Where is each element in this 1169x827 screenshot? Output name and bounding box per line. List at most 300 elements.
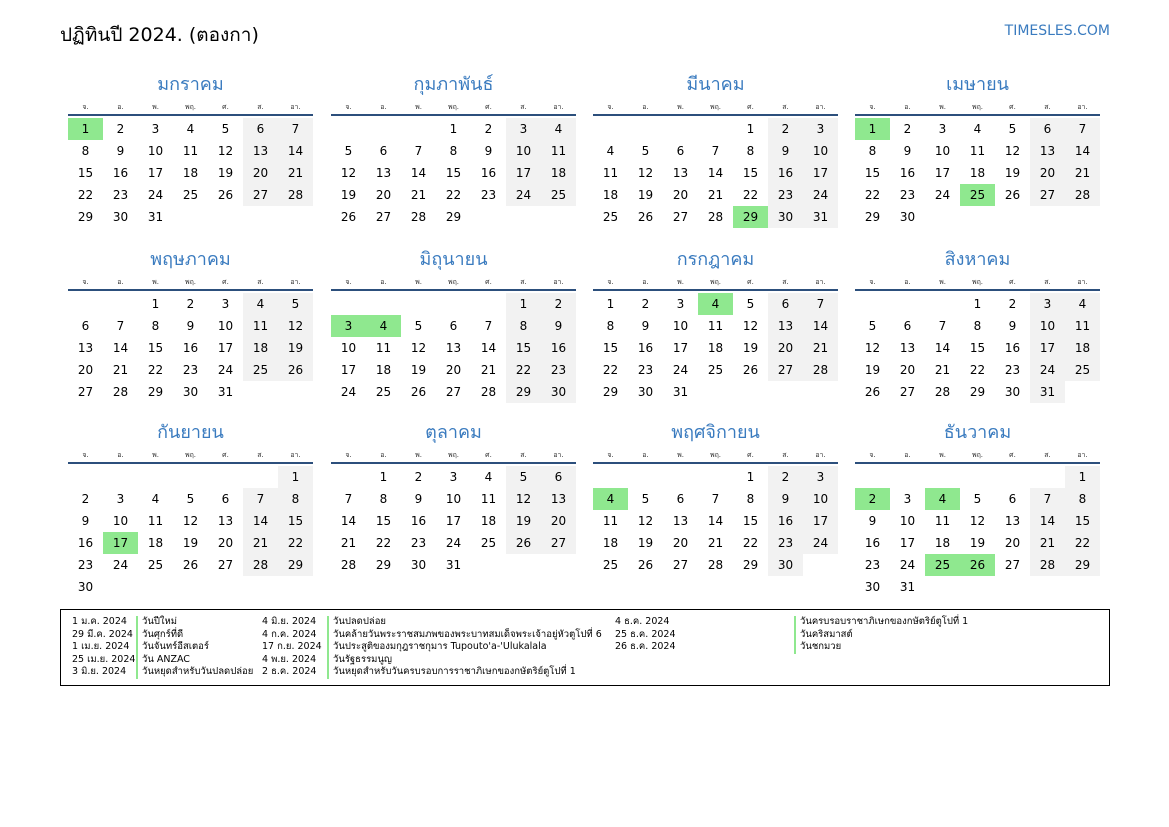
day-cell: 20 [77, 363, 94, 377]
day-cell: 6 [768, 293, 803, 315]
empty-cell [331, 118, 366, 140]
day-cell: 7 [711, 492, 720, 506]
day-cell: 7 [116, 319, 125, 333]
day-cell: 22 [375, 536, 392, 550]
day-cell: 19 [182, 536, 199, 550]
day-cell: 31 [147, 210, 164, 224]
day-cell: 26 [742, 363, 759, 377]
day-cell: 25 [375, 385, 392, 399]
empty-cell [925, 293, 960, 315]
weekday-label: พฤ. [971, 103, 984, 111]
day-cell: 12 [969, 514, 986, 528]
day-cell: 10 [1030, 315, 1065, 337]
weekday-label: ศ. [485, 451, 492, 459]
day-cell: 20 [768, 337, 803, 359]
day-cell: 17 [899, 536, 916, 550]
day-cell: 18 [147, 536, 164, 550]
day-cell: 22 [742, 536, 759, 550]
day-cell: 12 [182, 514, 199, 528]
day-cell: 11 [602, 166, 619, 180]
holiday-cell: 1 [855, 118, 890, 140]
month-9 [68, 418, 313, 598]
day-cell: 16 [410, 514, 427, 528]
day-cell: 1 [278, 466, 313, 488]
legend-holiday-name: วันปลดปล่อย [327, 616, 602, 629]
day-cell: 2 [81, 492, 90, 506]
day-cell: 9 [484, 144, 493, 158]
day-cell: 4 [606, 144, 615, 158]
day-cell: 13 [672, 514, 689, 528]
day-cell: 7 [484, 319, 493, 333]
day-cell: 4 [973, 122, 982, 136]
day-grid [855, 466, 1100, 598]
legend-name-column [794, 616, 968, 654]
day-cell: 8 [868, 144, 877, 158]
weekday-label: จ. [869, 103, 876, 111]
day-cell: 28 [243, 554, 278, 576]
day-cell: 28 [707, 558, 724, 572]
day-cell: 3 [151, 122, 160, 136]
empty-cell [366, 118, 401, 140]
day-cell: 9 [768, 140, 803, 162]
legend-holiday-name: วันรัฐธรรมนูญ [327, 654, 602, 667]
day-cell: 12 [742, 319, 759, 333]
day-cell: 22 [77, 188, 94, 202]
month-5 [68, 245, 313, 403]
month-name: กันยายน [157, 422, 224, 443]
day-cell: 14 [1065, 140, 1100, 162]
day-cell: 14 [707, 514, 724, 528]
weekday-header [331, 100, 576, 116]
day-cell: 8 [1065, 488, 1100, 510]
holiday-cell: 4 [698, 293, 733, 315]
day-cell: 18 [1065, 337, 1100, 359]
day-cell: 21 [112, 363, 129, 377]
weekday-label: พ. [677, 103, 684, 111]
day-grid [331, 118, 576, 228]
day-cell: 2 [116, 122, 125, 136]
weekday-label: จ. [82, 103, 89, 111]
day-cell: 27 [672, 558, 689, 572]
day-cell: 2 [484, 122, 493, 136]
day-cell: 18 [602, 536, 619, 550]
day-cell: 27 [1030, 184, 1065, 206]
legend-date-column [262, 616, 322, 679]
weekday-label: อ. [642, 278, 649, 286]
month-name: สิงหาคม [944, 249, 1011, 270]
day-cell: 24 [147, 188, 164, 202]
weekday-label: จ. [869, 451, 876, 459]
day-cell: 8 [973, 319, 982, 333]
day-cell: 28 [480, 385, 497, 399]
day-cell: 9 [541, 315, 576, 337]
day-cell: 12 [864, 341, 881, 355]
month-1 [68, 70, 313, 228]
day-cell: 6 [903, 319, 912, 333]
month-11 [593, 418, 838, 576]
day-cell: 16 [768, 510, 803, 532]
day-cell: 2 [541, 293, 576, 315]
day-cell: 16 [182, 341, 199, 355]
legend-date: 1 เม.ย. 2024 [72, 641, 130, 652]
day-cell: 7 [1030, 488, 1065, 510]
day-cell: 21 [410, 188, 427, 202]
weekday-label: พฤ. [184, 451, 197, 459]
weekday-label: พ. [415, 451, 422, 459]
empty-cell [68, 466, 103, 488]
day-cell: 17 [803, 510, 838, 532]
weekday-header [68, 100, 313, 116]
day-cell: 20 [217, 536, 234, 550]
weekday-label: อา. [553, 451, 564, 459]
day-cell: 13 [1030, 140, 1065, 162]
day-cell: 21 [707, 536, 724, 550]
month-name: เมษายน [946, 74, 1009, 95]
day-cell: 27 [1004, 558, 1021, 572]
day-cell: 11 [182, 144, 199, 158]
day-cell: 5 [186, 492, 195, 506]
holiday-cell: 17 [103, 532, 138, 554]
day-cell: 21 [934, 363, 951, 377]
day-cell: 3 [803, 118, 838, 140]
day-grid [331, 466, 576, 576]
day-cell: 28 [934, 385, 951, 399]
empty-cell [401, 118, 436, 140]
weekday-label: อ. [380, 278, 387, 286]
day-cell: 23 [768, 184, 803, 206]
month-7 [593, 245, 838, 403]
legend-date: 3 มิ.ย. 2024 [72, 666, 127, 677]
weekday-label: ศ. [222, 451, 229, 459]
brand-link[interactable]: TIMESLES.COM [1004, 23, 1110, 39]
day-cell: 12 [217, 144, 234, 158]
day-grid [593, 466, 838, 576]
day-cell: 29 [375, 558, 392, 572]
day-cell: 5 [641, 492, 650, 506]
day-cell: 10 [672, 319, 689, 333]
empty-cell [173, 466, 208, 488]
month-name: พฤษภาคม [150, 249, 231, 270]
legend-holiday-name: วันคล้ายวันพระราชสมภพของพระบาทสมเด็จพระเจ้าอยู่หัวตูโปที่ 6 [327, 629, 602, 642]
holiday-cell: 4 [925, 488, 960, 510]
weekday-label: ศ. [747, 278, 754, 286]
day-cell: 2 [768, 118, 803, 140]
day-cell: 25 [602, 210, 619, 224]
day-cell: 18 [182, 166, 199, 180]
weekday-label: ส. [1044, 451, 1051, 459]
day-cell: 8 [746, 492, 755, 506]
day-cell: 21 [707, 188, 724, 202]
day-cell: 21 [1065, 162, 1100, 184]
day-cell: 27 [375, 210, 392, 224]
weekday-label: จ. [345, 451, 352, 459]
empty-cell [628, 118, 663, 140]
weekday-label: อ. [642, 103, 649, 111]
day-cell: 8 [278, 488, 313, 510]
weekday-label: อ. [380, 451, 387, 459]
legend-holiday-name: วันปีใหม่ [136, 616, 253, 629]
day-cell: 31 [1030, 381, 1065, 403]
day-cell: 26 [182, 558, 199, 572]
day-cell: 24 [934, 188, 951, 202]
day-cell: 6 [221, 492, 230, 506]
day-cell: 15 [602, 341, 619, 355]
empty-cell [855, 293, 890, 315]
day-cell: 17 [147, 166, 164, 180]
day-cell: 13 [445, 341, 462, 355]
legend-date: 26 ธ.ค. 2024 [615, 641, 676, 652]
day-cell: 19 [340, 188, 357, 202]
day-cell: 18 [969, 166, 986, 180]
day-cell: 4 [1065, 293, 1100, 315]
day-cell: 8 [449, 144, 458, 158]
day-cell: 15 [742, 514, 759, 528]
day-cell: 20 [243, 162, 278, 184]
day-cell: 10 [147, 144, 164, 158]
day-cell: 7 [1065, 118, 1100, 140]
weekday-label: อา. [1077, 451, 1088, 459]
day-cell: 24 [672, 363, 689, 377]
day-cell: 15 [742, 166, 759, 180]
weekday-label: พ. [415, 278, 422, 286]
empty-cell [401, 293, 436, 315]
empty-cell [436, 293, 471, 315]
day-cell: 25 [1065, 359, 1100, 381]
legend-date-column [615, 616, 676, 654]
day-cell: 24 [803, 184, 838, 206]
holiday-cell: 3 [331, 315, 366, 337]
day-cell: 20 [541, 510, 576, 532]
day-cell: 26 [637, 558, 654, 572]
day-cell: 22 [969, 363, 986, 377]
legend-date: 4 ก.ค. 2024 [262, 628, 317, 640]
weekday-label: พฤ. [184, 278, 197, 286]
day-cell: 31 [217, 385, 234, 399]
day-cell: 18 [707, 341, 724, 355]
day-cell: 24 [506, 184, 541, 206]
empty-cell [68, 293, 103, 315]
day-cell: 22 [602, 363, 619, 377]
day-cell: 25 [602, 558, 619, 572]
day-cell: 23 [112, 188, 129, 202]
weekday-label: พ. [677, 451, 684, 459]
weekday-label: ส. [782, 103, 789, 111]
empty-cell [103, 293, 138, 315]
empty-cell [855, 466, 890, 488]
weekday-label: พ. [677, 278, 684, 286]
day-cell: 17 [934, 166, 951, 180]
day-cell: 2 [903, 122, 912, 136]
day-cell: 17 [506, 162, 541, 184]
day-cell: 12 [278, 315, 313, 337]
day-cell: 1 [746, 470, 755, 484]
day-cell: 30 [1004, 385, 1021, 399]
day-cell: 1 [449, 122, 458, 136]
day-grid [593, 118, 838, 228]
day-cell: 19 [506, 510, 541, 532]
day-cell: 22 [278, 532, 313, 554]
day-cell: 27 [899, 385, 916, 399]
day-cell: 29 [147, 385, 164, 399]
weekday-label: จ. [607, 278, 614, 286]
day-cell: 27 [77, 385, 94, 399]
weekday-label: พ. [152, 451, 159, 459]
day-cell: 22 [506, 359, 541, 381]
weekday-label: ศ. [222, 103, 229, 111]
day-cell: 10 [506, 140, 541, 162]
day-cell: 26 [340, 210, 357, 224]
legend-date: 17 ก.ย. 2024 [262, 641, 322, 652]
day-cell: 11 [480, 492, 497, 506]
day-cell: 1 [606, 297, 615, 311]
empty-cell [331, 293, 366, 315]
month-8 [855, 245, 1100, 403]
day-cell: 5 [973, 492, 982, 506]
weekday-label: ศ. [747, 451, 754, 459]
day-cell: 29 [602, 385, 619, 399]
day-cell: 6 [1008, 492, 1017, 506]
day-cell: 31 [899, 580, 916, 594]
day-cell: 19 [637, 536, 654, 550]
day-cell: 29 [742, 558, 759, 572]
empty-cell [331, 466, 366, 488]
day-cell: 29 [506, 381, 541, 403]
weekday-label: จ. [869, 278, 876, 286]
legend-holiday-name: วันหยุดสำหรับวันปลดปล่อย [136, 666, 253, 679]
day-cell: 23 [410, 536, 427, 550]
day-cell: 13 [541, 488, 576, 510]
month-2 [331, 70, 576, 228]
day-cell: 26 [864, 385, 881, 399]
day-cell: 27 [672, 210, 689, 224]
weekday-label: พฤ. [709, 103, 722, 111]
day-cell: 27 [217, 558, 234, 572]
weekday-label: ส. [257, 103, 264, 111]
day-cell: 8 [606, 319, 615, 333]
day-cell: 5 [414, 319, 423, 333]
day-cell: 27 [445, 385, 462, 399]
day-grid [68, 118, 313, 228]
day-cell: 12 [637, 514, 654, 528]
day-cell: 2 [768, 466, 803, 488]
day-cell: 8 [746, 144, 755, 158]
legend-date: 29 มี.ค. 2024 [72, 628, 133, 640]
day-cell: 10 [934, 144, 951, 158]
weekday-label: อา. [290, 451, 301, 459]
day-cell: 28 [1030, 554, 1065, 576]
weekday-label: อา. [290, 103, 301, 111]
day-cell: 9 [868, 514, 877, 528]
day-cell: 15 [864, 166, 881, 180]
day-cell: 7 [711, 144, 720, 158]
day-cell: 16 [768, 162, 803, 184]
day-cell: 19 [278, 337, 313, 359]
day-cell: 4 [151, 492, 160, 506]
weekday-label: จ. [82, 451, 89, 459]
weekday-label: ส. [520, 278, 527, 286]
month-name: ตุลาคม [425, 422, 482, 443]
day-cell: 27 [541, 532, 576, 554]
day-cell: 12 [340, 166, 357, 180]
legend-name-column [136, 616, 253, 679]
day-cell: 7 [243, 488, 278, 510]
weekday-label: ศ. [1009, 278, 1016, 286]
day-cell: 25 [182, 188, 199, 202]
weekday-label: พฤ. [184, 103, 197, 111]
weekday-label: พฤ. [447, 278, 460, 286]
day-cell: 14 [1030, 510, 1065, 532]
day-cell: 23 [182, 363, 199, 377]
holiday-cell: 25 [960, 184, 995, 206]
legend-holiday-name: วันประสูติของมกุฎราชกุมาร Tupouto'a-'Ulukalala [327, 641, 602, 654]
day-cell: 7 [938, 319, 947, 333]
day-cell: 19 [1004, 166, 1021, 180]
holiday-cell: 4 [366, 315, 401, 337]
weekday-label: พฤ. [447, 451, 460, 459]
day-cell: 27 [243, 184, 278, 206]
empty-cell [663, 118, 698, 140]
day-cell: 5 [641, 144, 650, 158]
day-cell: 13 [217, 514, 234, 528]
day-cell: 28 [112, 385, 129, 399]
month-name: มีนาคม [686, 74, 745, 95]
day-cell: 1 [151, 297, 160, 311]
day-cell: 7 [344, 492, 353, 506]
empty-cell [698, 118, 733, 140]
day-cell: 3 [221, 297, 230, 311]
day-cell: 15 [445, 166, 462, 180]
day-cell: 7 [414, 144, 423, 158]
day-cell: 26 [410, 385, 427, 399]
weekday-label: พฤ. [447, 103, 460, 111]
empty-cell [103, 466, 138, 488]
empty-cell [628, 466, 663, 488]
empty-cell [593, 466, 628, 488]
day-grid [855, 293, 1100, 403]
day-cell: 19 [864, 363, 881, 377]
weekday-label: ศ. [485, 278, 492, 286]
day-cell: 24 [217, 363, 234, 377]
day-cell: 3 [1030, 293, 1065, 315]
day-cell: 30 [768, 206, 803, 228]
day-cell: 1 [746, 122, 755, 136]
day-cell: 14 [803, 315, 838, 337]
day-cell: 21 [803, 337, 838, 359]
legend-holiday-name: วันคริสมาสต์ [794, 629, 968, 642]
legend-date-column [72, 616, 135, 679]
day-cell: 24 [445, 536, 462, 550]
day-cell: 27 [768, 359, 803, 381]
day-cell: 29 [864, 210, 881, 224]
weekday-label: ส. [1044, 278, 1051, 286]
weekday-label: จ. [345, 278, 352, 286]
day-cell: 21 [1030, 532, 1065, 554]
weekday-label: อา. [815, 451, 826, 459]
day-cell: 11 [375, 341, 392, 355]
day-cell: 12 [1004, 144, 1021, 158]
day-cell: 17 [803, 162, 838, 184]
day-cell: 11 [243, 315, 278, 337]
day-cell: 19 [410, 363, 427, 377]
day-cell: 30 [541, 381, 576, 403]
day-cell: 3 [938, 122, 947, 136]
day-cell: 16 [899, 166, 916, 180]
day-cell: 3 [506, 118, 541, 140]
day-cell: 30 [410, 558, 427, 572]
weekday-label: ศ. [1009, 451, 1016, 459]
day-cell: 16 [637, 341, 654, 355]
day-cell: 24 [1030, 359, 1065, 381]
